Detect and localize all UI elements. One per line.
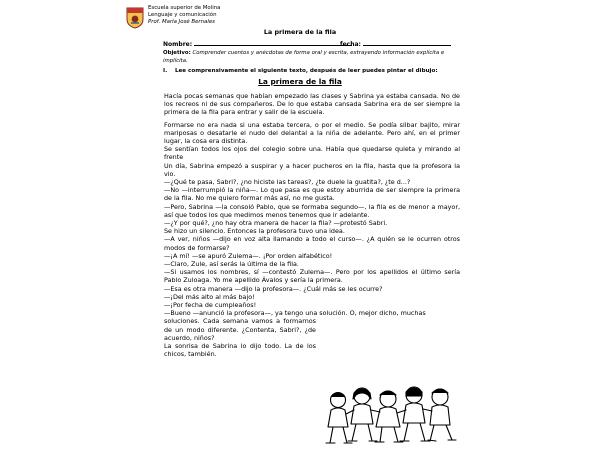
instruction-text: Lee comprensivamente el siguiente texto, después de leer puedes pintar el dibujo: <box>174 68 438 74</box>
story-paragraph: soluciones. Cada semana vamos a formarnos de un modo diferente. ¿Contenta, Sabri?, ¿de acuerdo, niños? <box>164 317 316 342</box>
date-row <box>340 39 451 48</box>
story-line: —¿Qué te pasa, Sabri?, ¿no hiciste las tareas?, ¿te duele la guatita?, ¿te d...? <box>164 178 411 187</box>
instruction <box>163 68 463 74</box>
children-walking-in-line-icon <box>324 383 460 447</box>
story-paragraph: —Si usamos los nombres, sí —contestó Zulema—. Pero por los apellidos el último sería Pablo Zuloaga. Yo me apellido Ávalos y sería la primera. <box>164 268 460 285</box>
story-line: —Esa es otra manera —dijo la profesora—. ¿Cuál más se les ocurre? <box>164 284 383 293</box>
story-line: Se hizo un silencio. Entonces la profesora tuvo una idea. <box>164 227 345 236</box>
story-paragraph: Se sentían todos los ojos del colegio sobre una. Había que quedarse quieta y mirando al frente <box>164 145 460 162</box>
objective-text: Comprender cuentos y anécdotas de forma oral y escrita, extrayendo información explícita e implícita. <box>163 50 445 64</box>
objective-label: Objetivo: <box>163 50 191 56</box>
story-line: —¡Por fecha de cumpleaños! <box>164 301 257 310</box>
story-paragraph: —A ver, niños —dijo en voz alta llamando a todo el curso—. ¿A quién se le ocurren otros modos de formarse? <box>164 235 460 252</box>
story-title: La primera de la fila <box>258 77 342 86</box>
story-paragraph: —Pero, Sabrina —la consoló Pablo, que se formaba segundo—, la fila es de menor a mayor, así que todos los que medimos menos tenemos que ir adelante. <box>164 202 460 219</box>
story-paragraph: —No —interrumpió la niña—. Lo que pasa es que estoy aburrida de ser siempre la primera de la fila. No me quiero formar más así, no me gusta. <box>164 186 460 203</box>
story-paragraph: Formarse no era nada si una estaba tercera, o por el medio. Se podía silbar bajito, mirar mariposas o desatarle el nudo del delantal a la niña de adelante. Pero ahí, en el primer lugar, la cosa era distinta. <box>164 120 460 146</box>
story-body <box>164 92 460 359</box>
department-name: Lenguaje y comunicación <box>148 12 217 18</box>
document-title: La primera de la fila <box>263 28 337 36</box>
story-paragraph: La sonrisa de Sabrina lo dijo todo. La de los chicos, también. <box>164 342 316 359</box>
objective <box>163 50 458 65</box>
teacher-name: Prof. María José Bernales <box>148 19 215 25</box>
story-line: —¡A mí! —se apuró Zulema—. ¡Por orden alfabético! <box>164 251 333 260</box>
name-field-line[interactable] <box>194 39 352 46</box>
story-paragraph: Hacía pocas semanas que habían empezado las clases y Sabrina ya estaba cansada. No de los recreos ni de sus compañeros. De lo que estaba cansada Sabrina era de ser siempre la primera de la fila para entrar y salir de la escuela. <box>164 92 460 117</box>
date-field-line[interactable] <box>363 39 451 46</box>
story-line: —¿Y por qué?, ¿no hay otra manera de hacer la fila? —protestó Sabri. <box>164 219 388 228</box>
name-row <box>163 39 352 48</box>
name-label: Nombre: <box>163 41 193 48</box>
school-name: Escuela superior de Molina <box>148 5 221 11</box>
story-line: —Bueno —anunció la profesora—, ya tengo una solución. O, mejor dicho, muchas <box>164 309 426 318</box>
school-logo-icon <box>126 7 144 29</box>
story-paragraph: Un día, Sabrina empezó a suspirar y a hacer pucheros en la fila, hasta que la profesora la vio. <box>164 161 460 178</box>
instruction-number: I. <box>163 68 168 74</box>
story-line: —Claro, Zule, así serás la última de la fila. <box>164 260 299 269</box>
date-label: fecha: <box>340 41 361 48</box>
school-header <box>148 5 348 26</box>
story-line: —¡Del más alto al más bajo! <box>164 292 255 301</box>
